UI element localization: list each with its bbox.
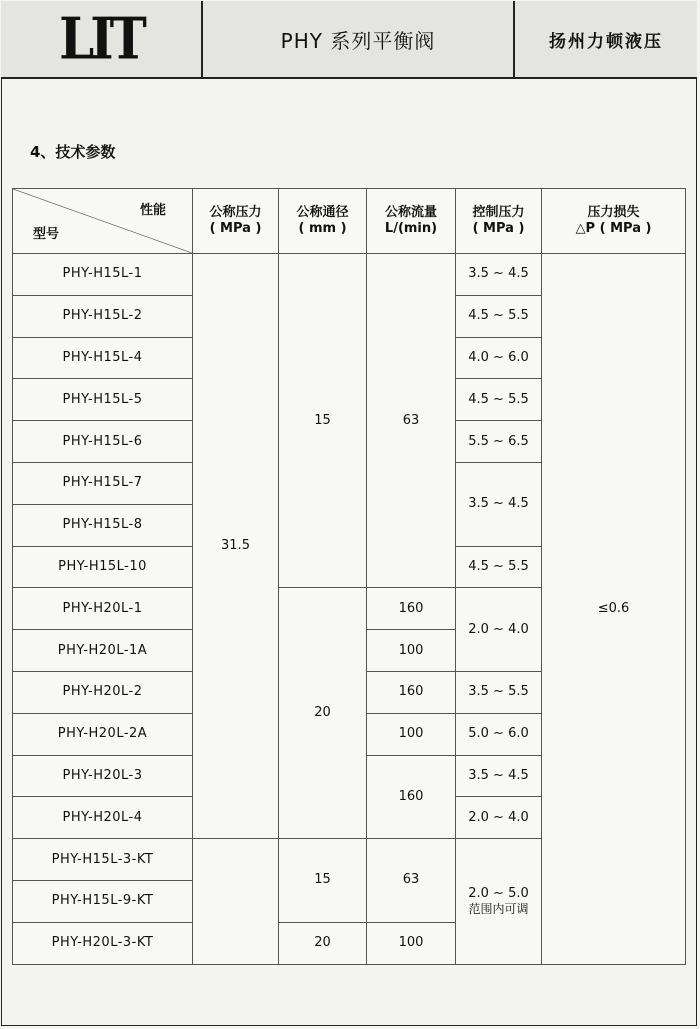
header-diameter-label: 公称通径 [296, 205, 349, 220]
control-cell: 4.5 ~ 5.5 [456, 295, 542, 337]
header-pressure-label: 公称压力 [209, 205, 262, 220]
model-cell: PHY-H20L-3 [13, 755, 193, 797]
control-cell-kt [456, 839, 542, 964]
flow-cell: 160 [367, 588, 456, 630]
control-cell: 5.0 ~ 6.0 [456, 713, 542, 755]
header-control-unit: ( MPa ) [472, 221, 525, 236]
header-flow [367, 189, 456, 254]
control-cell: 2.0 ~ 4.0 [456, 588, 542, 672]
header-diameter [279, 189, 367, 254]
spec-table [12, 188, 686, 965]
model-cell: PHY-H20L-1 [13, 588, 193, 630]
header-diagonal-cell [13, 189, 193, 254]
header-company: 扬州力顿液压 [549, 31, 663, 52]
model-cell: PHY-H15L-3-KT [13, 839, 193, 881]
header-loss [542, 189, 686, 254]
header-pressure [193, 189, 279, 254]
model-cell: PHY-H20L-4 [13, 797, 193, 839]
header-loss-label: 压力损失 [587, 205, 640, 220]
control-cell: 3.5 ~ 4.5 [456, 254, 542, 296]
flow-cell: 100 [367, 922, 456, 964]
model-cell: PHY-H20L-1A [13, 630, 193, 672]
table-header-row [13, 189, 686, 254]
model-cell: PHY-H15L-6 [13, 421, 193, 463]
model-cell: PHY-H20L-3-KT [13, 922, 193, 964]
header-performance: 性能 [139, 203, 166, 218]
section-title: 4、技术参数 [30, 143, 116, 161]
control-cell: 5.5 ~ 6.5 [456, 421, 542, 463]
flow-cell: 100 [367, 713, 456, 755]
control-cell: 2.0 ~ 4.0 [456, 797, 542, 839]
header-pressure-unit: ( MPa ) [209, 221, 262, 236]
pressure-cell-kt [193, 839, 279, 964]
company-logo: LIT [59, 4, 143, 73]
diameter-cell: 15 [279, 254, 367, 588]
model-cell: PHY-H15L-8 [13, 504, 193, 546]
flow-cell: 63 [367, 839, 456, 923]
diameter-cell: 20 [279, 922, 367, 964]
header-model: 型号 [33, 227, 60, 242]
flow-cell: 160 [367, 755, 456, 839]
loss-cell: ≤0.6 [542, 254, 686, 965]
header-control [456, 189, 542, 254]
model-cell: PHY-H20L-2 [13, 671, 193, 713]
model-cell: PHY-H15L-10 [13, 546, 193, 588]
model-cell: PHY-H15L-7 [13, 462, 193, 504]
control-cell: 4.0 ~ 6.0 [456, 337, 542, 379]
diameter-cell: 15 [279, 839, 367, 923]
header-control-label: 控制压力 [472, 205, 525, 220]
header-diameter-unit: ( mm ) [298, 221, 347, 236]
control-kt-range: 2.0 ~ 5.0 [468, 885, 529, 901]
control-cell: 4.5 ~ 5.5 [456, 546, 542, 588]
model-cell: PHY-H15L-9-KT [13, 880, 193, 922]
header-flow-label: 公称流量 [384, 205, 437, 220]
header-title: PHY 系列平衡阀 [203, 1, 515, 77]
diameter-cell: 20 [279, 588, 367, 839]
control-kt-note: 范围内可调 [468, 901, 529, 916]
control-cell: 3.5 ~ 5.5 [456, 671, 542, 713]
page-header [1, 1, 697, 79]
control-cell: 3.5 ~ 4.5 [456, 755, 542, 797]
model-cell: PHY-H15L-4 [13, 337, 193, 379]
logo-cell [1, 1, 203, 77]
flow-cell: 100 [367, 630, 456, 672]
control-cell: 4.5 ~ 5.5 [456, 379, 542, 421]
model-cell: PHY-H15L-1 [13, 254, 193, 296]
model-cell: PHY-H15L-5 [13, 379, 193, 421]
model-cell: PHY-H20L-2A [13, 713, 193, 755]
header-loss-unit: △P ( MPa ) [575, 221, 652, 236]
header-flow-unit: L/(min) [384, 221, 438, 236]
flow-cell: 160 [367, 671, 456, 713]
model-cell: PHY-H15L-2 [13, 295, 193, 337]
pressure-cell: 31.5 [193, 254, 279, 839]
control-cell: 3.5 ~ 4.5 [456, 462, 542, 546]
table-row [13, 254, 686, 296]
flow-cell: 63 [367, 254, 456, 588]
